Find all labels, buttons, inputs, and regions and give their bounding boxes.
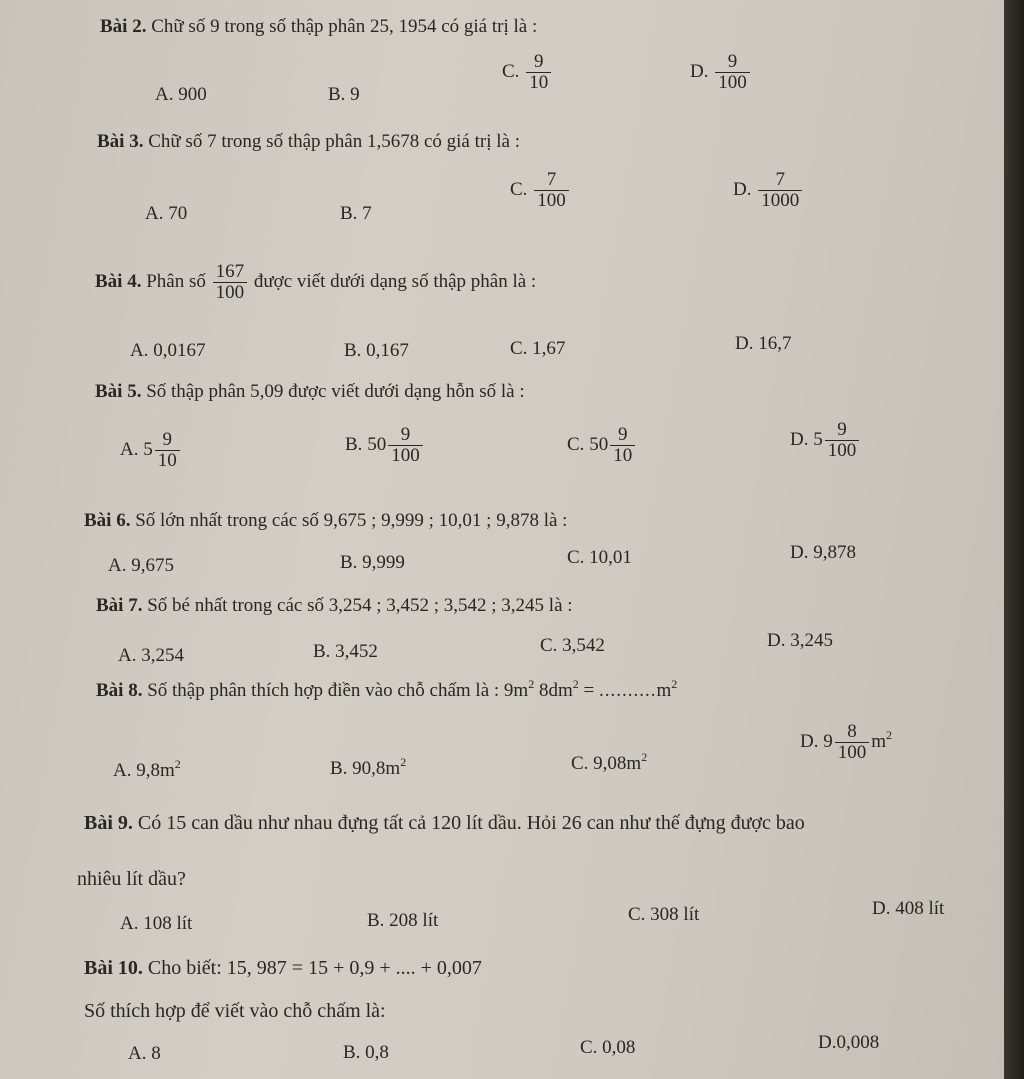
q2-c-den: 10	[526, 72, 551, 93]
q8-option-a[interactable]	[113, 757, 181, 782]
q2-option-c[interactable]	[502, 52, 553, 93]
q7-option-b[interactable]: B. 3,452	[313, 641, 378, 662]
q5-a-prefix: A.	[120, 438, 139, 460]
q8-c-text: C. 9,08m	[571, 753, 642, 774]
q2-option-d[interactable]	[690, 52, 752, 93]
q5-option-c[interactable]	[567, 425, 637, 466]
q5-b-whole: 50	[367, 433, 387, 455]
q2-prompt	[100, 16, 537, 38]
q8-b-sup: 2	[400, 755, 407, 769]
q6-option-a[interactable]: A. 9,675	[108, 555, 174, 576]
q3-c-num: 7	[546, 169, 557, 190]
q5-label: Bài 5.	[95, 381, 142, 402]
q3-option-d[interactable]	[733, 170, 804, 211]
q2-d-den: 100	[715, 72, 750, 93]
q8-text3: =	[578, 680, 599, 701]
q6-prompt	[84, 510, 567, 532]
q5-a-den: 10	[155, 450, 180, 471]
q4-option-c[interactable]: C. 1,67	[510, 338, 566, 359]
q4-option-b[interactable]: B. 0,167	[344, 340, 409, 361]
q7-option-a[interactable]: A. 3,254	[118, 645, 184, 666]
q3-option-c[interactable]	[510, 170, 571, 211]
q8-option-c[interactable]	[571, 750, 648, 775]
q9-label: Bài 9.	[84, 812, 133, 834]
q3-option-a[interactable]: A. 70	[145, 203, 188, 224]
q7-option-c[interactable]: C. 3,542	[540, 635, 605, 656]
table-edge	[1004, 0, 1024, 1079]
q4-prompt	[95, 262, 536, 303]
q5-b-fraction	[388, 425, 423, 466]
q2-option-b[interactable]: B. 9	[328, 84, 360, 105]
q7-option-d[interactable]: D. 3,245	[767, 630, 833, 651]
q8-d-fraction	[835, 722, 870, 763]
q5-c-prefix: C.	[567, 433, 585, 455]
q5-b-prefix: B.	[345, 433, 363, 455]
q8-text2: 8dm	[534, 680, 573, 701]
q8-d-whole: 9	[823, 730, 833, 752]
q8-option-d[interactable]	[800, 722, 892, 763]
q5-c-fraction	[610, 425, 635, 466]
q7-label: Bài 7.	[96, 595, 143, 616]
q3-d-prefix: D.	[733, 178, 752, 200]
q2-d-num: 9	[727, 51, 738, 72]
q5-d-whole: 5	[813, 428, 823, 450]
q8-d-sup: 2	[886, 727, 893, 742]
q8-d-num: 8	[847, 721, 857, 742]
q4-label: Bài 4.	[95, 270, 142, 292]
q8-a-sup: 2	[174, 757, 181, 771]
q4-frac-num: 167	[215, 261, 245, 282]
q8-sup2: 2	[572, 677, 579, 691]
q5-c-den: 10	[610, 445, 635, 466]
q3-d-num: 7	[775, 169, 785, 190]
q9-prompt	[84, 812, 805, 834]
q8-sup1: 2	[528, 677, 535, 691]
q8-d-unit: m	[871, 730, 887, 752]
q6-label: Bài 6.	[84, 510, 131, 531]
q3-c-prefix: C.	[510, 178, 528, 200]
q7-prompt	[96, 595, 573, 617]
q5-c-whole: 50	[589, 433, 609, 455]
q10-text: Cho biết: 15, 987 = 15 + 0,9 + .... + 0,007	[147, 957, 482, 979]
q10-option-c[interactable]: C. 0,08	[580, 1037, 636, 1058]
q8-d-den: 100	[835, 742, 870, 763]
q5-d-den: 100	[825, 440, 860, 461]
q5-text: Số thập phân 5,09 được viết dưới dạng hỗn số là :	[146, 381, 525, 402]
q5-a-num: 9	[162, 429, 172, 450]
q8-d-prefix: D.	[800, 730, 819, 752]
q4-text-before: Phân số	[146, 270, 206, 292]
q4-option-a[interactable]: A. 0,0167	[130, 340, 206, 361]
q8-label: Bài 8.	[96, 680, 143, 701]
q10-label: Bài 10.	[84, 957, 143, 979]
q8-unit-sup: 2	[671, 677, 678, 691]
q3-d-fraction	[758, 170, 802, 211]
q3-label: Bài 3.	[97, 131, 144, 152]
q8-prompt	[96, 677, 678, 702]
q7-text: Số bé nhất trong các số 3,254 ; 3,452 ; 3,542 ; 3,245 là :	[147, 595, 573, 616]
q3-text: Chữ số 7 trong số thập phân 1,5678 có giá trị là :	[148, 131, 520, 152]
q10-option-d[interactable]: D.0,008	[818, 1032, 880, 1053]
q9-text: Có 15 can dầu như nhau đựng tất cả 120 lít dầu. Hỏi 26 can như thế đựng được bao	[137, 812, 805, 834]
q9-option-d[interactable]: D. 408 lít	[872, 898, 945, 919]
q8-b-text: B. 90,8m	[330, 758, 401, 779]
q3-d-den: 1000	[758, 190, 802, 211]
q2-text: Chữ số 9 trong số thập phân 25, 1954 có giá trị là :	[151, 16, 538, 37]
q9-option-b[interactable]: B. 208 lít	[367, 910, 439, 931]
q3-c-fraction	[534, 170, 569, 211]
q2-option-a[interactable]: A. 900	[155, 84, 207, 105]
q9-option-c[interactable]: C. 308 lít	[628, 904, 700, 925]
q2-d-prefix: D.	[690, 60, 709, 82]
q2-c-fraction	[526, 52, 551, 93]
q5-d-prefix: D.	[790, 428, 809, 450]
q4-text-after: được viết dưới dạng số thập phân là :	[253, 270, 537, 292]
q10-option-b[interactable]: B. 0,8	[343, 1042, 389, 1063]
q5-option-a[interactable]	[120, 430, 182, 471]
q8-text: Số thập phân thích hợp điền vào chỗ chấm là : 9m	[147, 680, 529, 701]
q5-option-d[interactable]	[790, 420, 861, 461]
q3-prompt	[97, 131, 520, 153]
q8-option-b[interactable]	[330, 755, 407, 780]
q8-c-sup: 2	[641, 750, 648, 764]
q5-b-num: 9	[400, 424, 411, 445]
q5-a-whole: 5	[143, 438, 153, 460]
q6-option-d[interactable]: D. 9,878	[790, 542, 856, 563]
q10-prompt	[84, 957, 482, 979]
q2-c-num: 9	[533, 51, 544, 72]
q10-prompt-line2: Số thích hợp để viết vào chỗ chấm là:	[84, 1000, 386, 1022]
q6-option-b[interactable]: B. 9,999	[340, 552, 405, 573]
q8-a-text: A. 9,8m	[113, 760, 175, 781]
q6-option-c[interactable]: C. 10,01	[567, 547, 632, 568]
q5-c-num: 9	[617, 424, 628, 445]
q9-option-a[interactable]: A. 108 lít	[120, 913, 193, 934]
q5-a-fraction	[155, 430, 180, 471]
q8-unit: m	[656, 680, 672, 701]
q4-option-d[interactable]: D. 16,7	[735, 333, 792, 354]
q5-d-num: 9	[837, 419, 847, 440]
q2-label: Bài 2.	[100, 16, 147, 37]
q3-option-b[interactable]: B. 7	[340, 203, 372, 224]
q10-option-a[interactable]: A. 8	[128, 1043, 161, 1064]
q8-blank[interactable]: ..........	[598, 680, 657, 701]
q5-prompt	[95, 381, 525, 403]
q5-d-fraction	[825, 420, 860, 461]
q9-prompt-line2: nhiêu lít dầu?	[77, 868, 186, 890]
q5-option-b[interactable]	[345, 425, 425, 466]
q4-fraction	[213, 262, 248, 303]
q3-c-den: 100	[534, 190, 569, 211]
q2-c-prefix: C.	[502, 60, 520, 82]
q4-frac-den: 100	[213, 282, 248, 303]
q6-text: Số lớn nhất trong các số 9,675 ; 9,999 ; 10,01 ; 9,878 là :	[135, 510, 568, 531]
q2-d-fraction	[715, 52, 750, 93]
q5-b-den: 100	[388, 445, 423, 466]
